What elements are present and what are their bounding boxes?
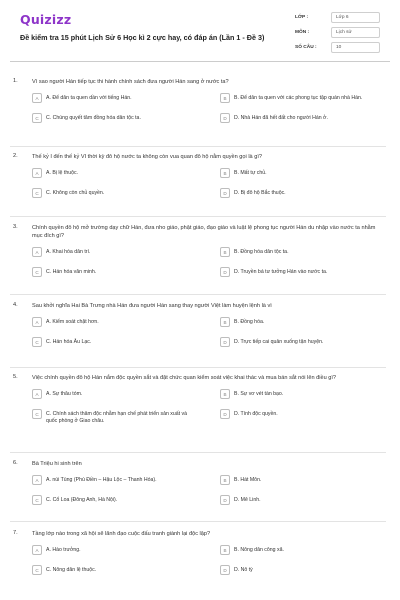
option-b[interactable]	[220, 389, 386, 399]
meta-label: MÔN :	[295, 30, 310, 35]
meta-row-count	[295, 40, 380, 55]
option-c[interactable]	[32, 267, 198, 277]
option-a[interactable]	[32, 93, 198, 103]
option-text: C. Hán hóa Âu Lạc.	[46, 338, 92, 345]
option-text: B. Đồng hóa.	[234, 318, 265, 325]
option-letter: D	[220, 337, 230, 347]
question-text: Bà Triệu hi sinh trên	[32, 461, 82, 467]
question-text: Thế kỷ I đến thế kỷ VI thời kỳ đô hộ nước ta không còn vua quan đô hộ nằm quyền gọi là gì?	[32, 154, 263, 160]
option-text: A. Để dân ta quen dần với tiếng Hán.	[46, 94, 132, 101]
question-divider	[10, 367, 386, 368]
option-text: A. núi Tùng (Phú Điền – Hậu Lộc – Thanh Hóa).	[46, 476, 157, 483]
option-text: A. Bị lệ thuộc.	[46, 169, 79, 176]
option-text: D. Nô tỳ	[234, 566, 253, 573]
option-d[interactable]	[220, 188, 386, 198]
option-d[interactable]	[220, 495, 386, 505]
option-letter: C	[32, 337, 42, 347]
question-6	[10, 460, 386, 505]
question-divider	[10, 216, 386, 217]
option-d[interactable]	[220, 337, 386, 347]
option-letter: B	[220, 389, 230, 399]
option-letter: C	[32, 113, 42, 123]
option-letter: C	[32, 409, 42, 419]
question-divider	[10, 146, 386, 147]
option-d[interactable]	[220, 409, 386, 425]
option-text: D. Tính độc quyền.	[234, 410, 278, 417]
option-text: B. Đồng hóa dân tộc ta.	[234, 248, 289, 255]
option-letter: D	[220, 495, 230, 505]
meta-value: Lịch sử	[331, 27, 380, 38]
question-text: Tầng lớp nào trong xã hội sẽ lãnh đạo cuộc đấu tranh giành lại độc lập?	[32, 531, 211, 537]
question-number: 4.	[13, 302, 18, 308]
option-text: D. Bị đô hộ Bắc thuộc.	[234, 189, 286, 196]
option-text: C. Không còn chủ quyền.	[46, 189, 105, 196]
option-text: B. Hát Môn.	[234, 476, 262, 483]
option-a[interactable]	[32, 168, 198, 178]
question-text: Sau khởi nghĩa Hai Bà Trưng nhà Hán đưa người Hán sang thay người Việt làm huyện lệnh là vì	[32, 303, 272, 309]
option-letter: D	[220, 113, 230, 123]
option-letter: B	[220, 247, 230, 257]
option-text: D. Trực tiếp cai quản xuống tận huyện.	[234, 338, 324, 345]
option-letter: B	[220, 93, 230, 103]
option-text: D. Mê Linh.	[234, 496, 261, 503]
option-letter: D	[220, 188, 230, 198]
question-1	[10, 78, 386, 123]
option-letter: B	[220, 168, 230, 178]
option-text: A. Sự thâu tóm.	[46, 390, 83, 397]
meta-box	[295, 10, 380, 55]
question-text: Chính quyền đô hộ mở trường dạy chữ Hán, đưa nho giáo, phật giáo, đạo giáo và luật lệ phong tục người Hán du nhập vào nước ta nhằm mục đích gì?	[32, 225, 376, 239]
option-letter: C	[32, 565, 42, 575]
option-text: B. Để dân ta quen với các phong tục tập quán nhà Hán.	[234, 94, 363, 101]
option-c[interactable]	[32, 337, 198, 347]
question-3	[10, 224, 386, 277]
question-number: 2.	[13, 153, 18, 159]
option-d[interactable]	[220, 113, 386, 123]
option-c[interactable]	[32, 495, 198, 505]
option-letter: B	[220, 545, 230, 555]
option-a[interactable]	[32, 389, 198, 399]
question-divider	[10, 294, 386, 295]
option-letter: A	[32, 545, 42, 555]
question-4	[10, 302, 386, 347]
option-letter: B	[220, 317, 230, 327]
option-b[interactable]	[220, 475, 386, 485]
option-b[interactable]	[220, 545, 386, 555]
meta-label: LỚP :	[295, 15, 309, 20]
option-b[interactable]	[220, 93, 386, 103]
option-letter: A	[32, 317, 42, 327]
option-text: D. Nhà Hán đã hết đất cho người Hán ở.	[234, 114, 328, 121]
option-text: C. Chính sách thâm độc nhằm hạn chế phát triển sản xuất và quốc phòng ở Giao châu.	[46, 410, 188, 424]
option-text: A. Hào trưởng.	[46, 546, 81, 553]
worksheet-title: Đề kiểm tra 15 phút Lịch Sử 6 Học kì 2 cực hay, có đáp án (Lần 1 - Đề 3)	[20, 33, 265, 42]
question-number: 6.	[13, 460, 18, 466]
option-text: A. Kiểm soát chặt hơn.	[46, 318, 99, 325]
option-letter: A	[32, 389, 42, 399]
option-letter: D	[220, 565, 230, 575]
option-letter: A	[32, 93, 42, 103]
option-a[interactable]	[32, 545, 198, 555]
option-letter: A	[32, 247, 42, 257]
option-letter: C	[32, 495, 42, 505]
question-number: 3.	[13, 224, 18, 230]
question-number: 1.	[13, 78, 18, 84]
option-b[interactable]	[220, 168, 386, 178]
question-number: 5.	[13, 374, 18, 380]
meta-value: 10	[331, 42, 380, 53]
option-letter: A	[32, 475, 42, 485]
option-d[interactable]	[220, 565, 386, 575]
option-a[interactable]	[32, 475, 198, 485]
question-divider	[10, 452, 386, 453]
meta-row-subject	[295, 25, 380, 40]
option-b[interactable]	[220, 247, 386, 257]
option-text: B. Sự vơ vét tàn bạo.	[234, 390, 284, 397]
meta-label: SỐ CÂU :	[295, 45, 317, 50]
option-text: A. Khai hóa dân trí.	[46, 248, 91, 255]
option-text: B. Mất tự chủ.	[234, 169, 267, 176]
option-letter: C	[32, 267, 42, 277]
quizizz-logo: Quizizz	[20, 12, 72, 27]
option-a[interactable]	[32, 247, 198, 257]
option-text: D. Truyền bá tư tưởng Hán vào nước ta.	[234, 268, 328, 275]
meta-row-class	[295, 10, 380, 25]
question-7	[10, 530, 386, 575]
option-text: C. Chúng quyết tâm đồng hóa dân tộc ta.	[46, 114, 141, 121]
option-b[interactable]	[220, 317, 386, 327]
option-a[interactable]	[32, 317, 198, 327]
option-text: C. Cổ Loa (Đông Anh, Hà Nội).	[46, 496, 118, 503]
option-letter: D	[220, 267, 230, 277]
option-letter: D	[220, 409, 230, 419]
option-d[interactable]	[220, 267, 386, 277]
question-text: Việc chính quyền đô hộ Hán nắm độc quyền sắt và đặt chức quan kiểm soát việc khai thác và mua bán sắt nói lên điều gì?	[32, 375, 337, 381]
option-text: B. Nông dân công xã.	[234, 546, 284, 553]
option-letter: C	[32, 188, 42, 198]
worksheet-header	[10, 0, 390, 62]
question-2	[10, 153, 386, 198]
question-divider	[10, 521, 386, 522]
option-text: C. Hán hóa văn minh.	[46, 268, 97, 275]
option-c[interactable]	[32, 113, 198, 123]
option-c[interactable]	[32, 188, 198, 198]
option-text: C. Nông dân lệ thuộc.	[46, 566, 97, 573]
question-number: 7.	[13, 530, 18, 536]
option-letter: B	[220, 475, 230, 485]
option-c[interactable]	[32, 409, 198, 425]
question-text: Vì sao người Hán tiếp tục thi hành chính sách đưa người Hán sang ở nước ta?	[32, 79, 229, 85]
option-c[interactable]	[32, 565, 198, 575]
meta-value: Lớp 6	[331, 12, 380, 23]
question-5	[10, 374, 386, 425]
option-letter: A	[32, 168, 42, 178]
